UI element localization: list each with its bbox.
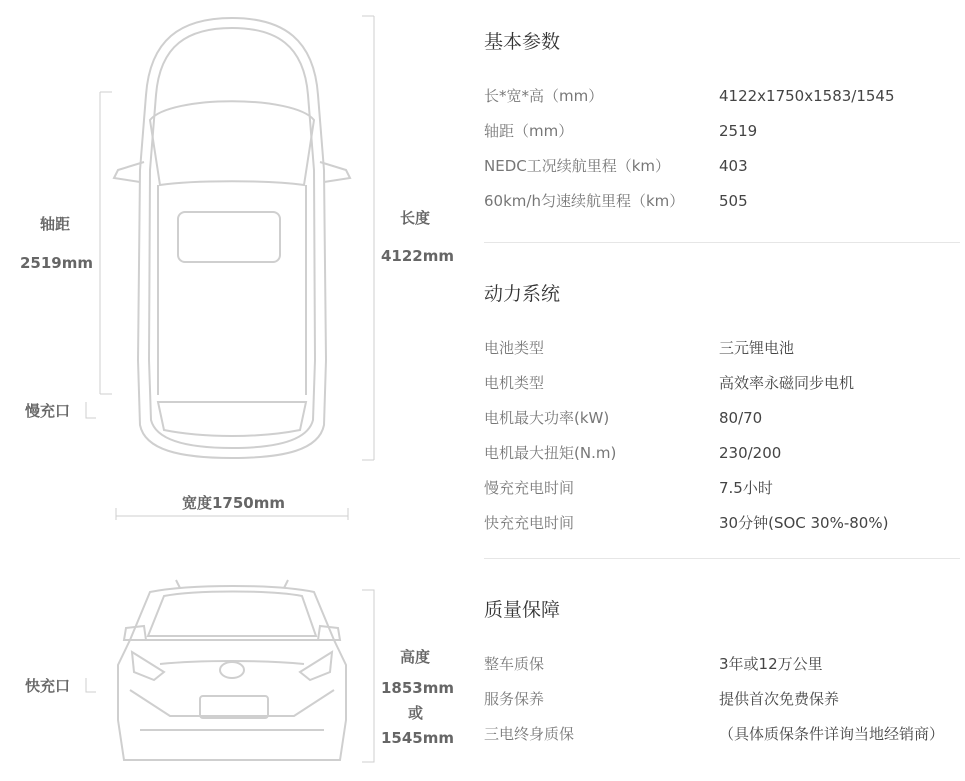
spec-label: 三电终身质保 bbox=[484, 725, 575, 743]
spec-row bbox=[484, 120, 962, 142]
spec-row bbox=[484, 653, 962, 675]
spec-value: 80/70 bbox=[719, 409, 763, 427]
spec-row bbox=[484, 442, 962, 464]
spec-label: 整车质保 bbox=[484, 655, 545, 673]
spec-row bbox=[484, 372, 962, 394]
height-or: 或 bbox=[408, 704, 424, 722]
spec-value: 403 bbox=[719, 157, 748, 175]
spec-label: 快充充电时间 bbox=[484, 514, 575, 532]
length-label: 长度 bbox=[400, 209, 431, 227]
spec-label: 电机最大功率(kW) bbox=[484, 409, 610, 427]
spec-value: 三元锂电池 bbox=[719, 339, 795, 357]
spec-row bbox=[484, 85, 962, 107]
height-value-1: 1853mm bbox=[381, 679, 455, 697]
spec-label: 电机类型 bbox=[484, 374, 545, 392]
height-label: 高度 bbox=[400, 648, 431, 666]
spec-value: 7.5小时 bbox=[719, 479, 773, 497]
section-title-basic: 基本参数 bbox=[484, 31, 561, 53]
spec-value: （具体质保条件详询当地经销商） bbox=[719, 725, 945, 743]
section-divider bbox=[484, 558, 960, 559]
spec-value: 505 bbox=[719, 192, 748, 210]
spec-value: 230/200 bbox=[719, 444, 782, 462]
spec-row bbox=[484, 190, 962, 212]
spec-value: 4122x1750x1583/1545 bbox=[719, 87, 895, 105]
spec-row bbox=[484, 723, 962, 745]
spec-label: 电机最大扭矩(N.m) bbox=[484, 444, 617, 462]
spec-row bbox=[484, 688, 962, 710]
spec-label: 慢充充电时间 bbox=[484, 479, 575, 497]
spec-row bbox=[484, 337, 962, 359]
slow-charge-port-label: 慢充口 bbox=[25, 402, 71, 420]
spec-row bbox=[484, 155, 962, 177]
spec-label: NEDC工况续航里程（km） bbox=[484, 157, 671, 175]
spec-label: 服务保养 bbox=[484, 690, 545, 708]
section-title-warranty: 质量保障 bbox=[484, 599, 561, 621]
spec-label: 60km/h匀速续航里程（km） bbox=[484, 192, 685, 210]
spec-row bbox=[484, 407, 962, 429]
wheelbase-label: 轴距 bbox=[40, 215, 71, 233]
spec-value: 2519 bbox=[719, 122, 758, 140]
spec-value: 30分钟(SOC 30%-80%) bbox=[719, 514, 889, 532]
spec-value: 高效率永磁同步电机 bbox=[719, 374, 855, 392]
spec-row bbox=[484, 512, 962, 534]
wheelbase-value: 2519mm bbox=[20, 254, 94, 272]
spec-label: 电池类型 bbox=[484, 339, 545, 357]
spec-value: 提供首次免费保养 bbox=[719, 690, 840, 708]
width-label: 宽度1750mm bbox=[182, 494, 286, 512]
height-value-2: 1545mm bbox=[381, 729, 455, 747]
length-value: 4122mm bbox=[381, 247, 455, 265]
spec-row bbox=[484, 477, 962, 499]
car-dimension-diagram bbox=[0, 0, 470, 781]
spec-value: 3年或12万公里 bbox=[719, 655, 823, 673]
fast-charge-port-label: 快充口 bbox=[25, 677, 71, 695]
spec-label: 长*宽*高（mm） bbox=[484, 87, 604, 105]
spec-label: 轴距（mm） bbox=[484, 122, 574, 140]
section-divider bbox=[484, 242, 960, 243]
section-title-power: 动力系统 bbox=[484, 283, 561, 305]
